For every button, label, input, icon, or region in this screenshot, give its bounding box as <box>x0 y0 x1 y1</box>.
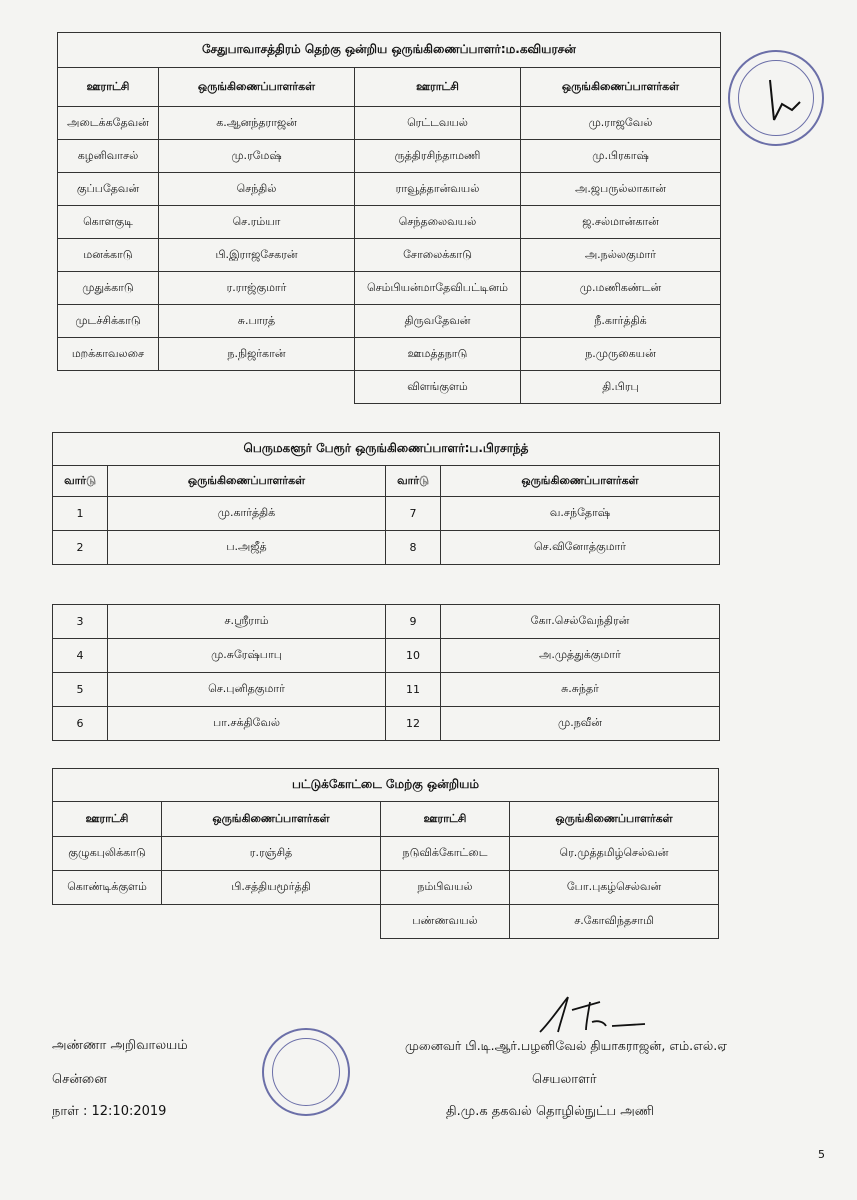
signature-mark-icon <box>730 52 822 144</box>
cell: மு.பிரகாஷ் <box>521 140 721 173</box>
organization: தி.மு.க தகவல் தொழில்நுட்ப அணி <box>446 1104 655 1119</box>
cell: நடுவிக்கோட்டை <box>381 837 510 871</box>
cell: மு.நவீன் <box>441 707 720 741</box>
office-name: அண்ணா அறிவாலயம் <box>52 1038 188 1053</box>
cell: ந.முருகையன் <box>521 338 721 371</box>
seal-inner-ring <box>272 1038 340 1106</box>
cell: குழுகபுலிக்காடு <box>53 837 162 871</box>
cell: ர.ராஜ்குமார் <box>159 272 355 305</box>
cell: 1 <box>53 497 108 531</box>
cell: 6 <box>53 707 108 741</box>
cell: செ.புனிதகுமார் <box>108 673 386 707</box>
col-header: வார்டு <box>53 466 108 497</box>
cell: ச.ஸ்ரீராம் <box>108 605 386 639</box>
cell: செந்தில் <box>159 173 355 206</box>
cell: 5 <box>53 673 108 707</box>
blank-cell <box>53 905 162 939</box>
seal-stamp-top <box>728 50 824 146</box>
cell: பி.இராஜசேகரன் <box>159 239 355 272</box>
cell: ருத்திரசிந்தாமணி <box>355 140 521 173</box>
table-row <box>53 905 719 939</box>
cell: 7 <box>386 497 441 531</box>
signatory-title: செயலாளர் <box>532 1072 597 1087</box>
table-row <box>53 837 719 871</box>
cell: 2 <box>53 531 108 565</box>
cell: ஜ.சல்மான்கான் <box>521 206 721 239</box>
cell: 10 <box>386 639 441 673</box>
cell: ராவூத்தான்வயல் <box>355 173 521 206</box>
cell: ர.ரஞ்சித் <box>162 837 381 871</box>
cell: மனக்காடு <box>58 239 159 272</box>
col-header: ஊராட்சி <box>381 802 510 837</box>
table-row <box>53 871 719 905</box>
col-header: ஒருங்கிணைப்பாளர்கள் <box>521 68 721 107</box>
cell: போ.புகழ்செல்வன் <box>510 871 719 905</box>
cell: அ.முத்துக்குமார் <box>441 639 720 673</box>
cell: 4 <box>53 639 108 673</box>
cell: தி.பிரபு <box>521 371 721 404</box>
page-number: 5 <box>818 1148 825 1161</box>
blank-cell <box>58 371 159 404</box>
cell: 9 <box>386 605 441 639</box>
table-row <box>53 707 720 741</box>
cell: மு.மணிகண்டன் <box>521 272 721 305</box>
cell: மு.கார்த்திக் <box>108 497 386 531</box>
cell: அ.ஜபருல்லாகான் <box>521 173 721 206</box>
table-perumagalur-continued <box>52 604 720 741</box>
date: நாள் : 12:10:2019 <box>52 1104 167 1119</box>
cell: கோ.செல்வேந்திரன் <box>441 605 720 639</box>
cell: செ.ரம்யா <box>159 206 355 239</box>
cell: மு.ரமேஷ் <box>159 140 355 173</box>
cell: செம்பியன்மாதேவிபட்டினம் <box>355 272 521 305</box>
col-header: ஊராட்சி <box>355 68 521 107</box>
cell: வ.சந்தோஷ் <box>441 497 720 531</box>
cell: சு.சுந்தர் <box>441 673 720 707</box>
cell: ச.கோவிந்தசாமி <box>510 905 719 939</box>
cell: மு.சுரேஷ்பாபு <box>108 639 386 673</box>
seal-stamp-bottom <box>262 1028 350 1116</box>
cell: 8 <box>386 531 441 565</box>
cell: கொளகுடி <box>58 206 159 239</box>
table-row <box>58 173 721 206</box>
cell: க.ஆனந்தராஜன் <box>159 107 355 140</box>
table-title: பட்டுக்கோட்டை மேற்கு ஒன்றியம் <box>53 769 719 802</box>
col-header: ஊராட்சி <box>53 802 162 837</box>
table-row <box>58 140 721 173</box>
cell: செ.வினோத்குமார் <box>441 531 720 565</box>
cell: நம்பிவயல் <box>381 871 510 905</box>
cell: விளங்குளம் <box>355 371 521 404</box>
cell: திருவதேவன் <box>355 305 521 338</box>
cell: ரெ.முத்தமிழ்செல்வன் <box>510 837 719 871</box>
cell: 12 <box>386 707 441 741</box>
col-header: வார்டு <box>386 466 441 497</box>
cell: முதுக்காடு <box>58 272 159 305</box>
cell: ஊமத்தநாடு <box>355 338 521 371</box>
cell: ரெட்டவயல் <box>355 107 521 140</box>
table-row <box>53 531 720 565</box>
blank-cell <box>162 905 381 939</box>
table-row <box>58 239 721 272</box>
blank-cell <box>159 371 355 404</box>
cell: செந்தலைவயல் <box>355 206 521 239</box>
col-header: ஒருங்கிணைப்பாளர்கள் <box>441 466 720 497</box>
cell: முடச்சிக்காடு <box>58 305 159 338</box>
cell: அ.நல்லகுமார் <box>521 239 721 272</box>
table-row <box>58 305 721 338</box>
cell: அடைக்கதேவன் <box>58 107 159 140</box>
table-title: பெருமகளூர் பேரூர் ஒருங்கிணைப்பாளர்:ப.பிரசாந்த் <box>53 433 720 466</box>
col-header: ஒருங்கிணைப்பாளர்கள் <box>159 68 355 107</box>
cell: கொண்டிக்குளம் <box>53 871 162 905</box>
table-row <box>58 272 721 305</box>
table-pattukkottai-west <box>52 768 719 939</box>
signatory-name: முனைவர் பி.டி.ஆர்.பழனிவேல் தியாகராஜன், எம்.எல்.ஏ <box>405 1038 727 1053</box>
city: சென்னை <box>52 1072 107 1087</box>
table-row <box>58 206 721 239</box>
cell: பண்ணவயல் <box>381 905 510 939</box>
table-row <box>58 107 721 140</box>
cell: நீ.கார்த்திக் <box>521 305 721 338</box>
cell: ப.அஜீத் <box>108 531 386 565</box>
signature-icon <box>520 992 650 1037</box>
cell: பி.சத்தியமூர்த்தி <box>162 871 381 905</box>
cell: 11 <box>386 673 441 707</box>
cell: குப்பதேவன் <box>58 173 159 206</box>
col-header: ஒருங்கிணைப்பாளர்கள் <box>108 466 386 497</box>
cell: மறக்காவலசை <box>58 338 159 371</box>
cell: மு.ராஜவேல் <box>521 107 721 140</box>
cell: சு.பாரத் <box>159 305 355 338</box>
table-row <box>58 338 721 371</box>
col-header: ஊராட்சி <box>58 68 159 107</box>
table-title: சேதுபாவாசத்திரம் தெற்கு ஒன்றிய ஒருங்கிணைப்பாளர்:ம.கவியரசன் <box>58 33 721 68</box>
table-row <box>53 497 720 531</box>
table-perumagalur <box>52 432 720 565</box>
table-sethubavachatram <box>57 32 721 404</box>
cell: பா.சக்திவேல் <box>108 707 386 741</box>
table-row <box>58 371 721 404</box>
cell: சோலைக்காடு <box>355 239 521 272</box>
col-header: ஒருங்கிணைப்பாளர்கள் <box>162 802 381 837</box>
col-header: ஒருங்கிணைப்பாளர்கள் <box>510 802 719 837</box>
cell: கழனிவாசல் <box>58 140 159 173</box>
table-row <box>53 605 720 639</box>
cell: 3 <box>53 605 108 639</box>
table-row <box>53 673 720 707</box>
table-row <box>53 639 720 673</box>
cell: ந.நிஜர்கான் <box>159 338 355 371</box>
